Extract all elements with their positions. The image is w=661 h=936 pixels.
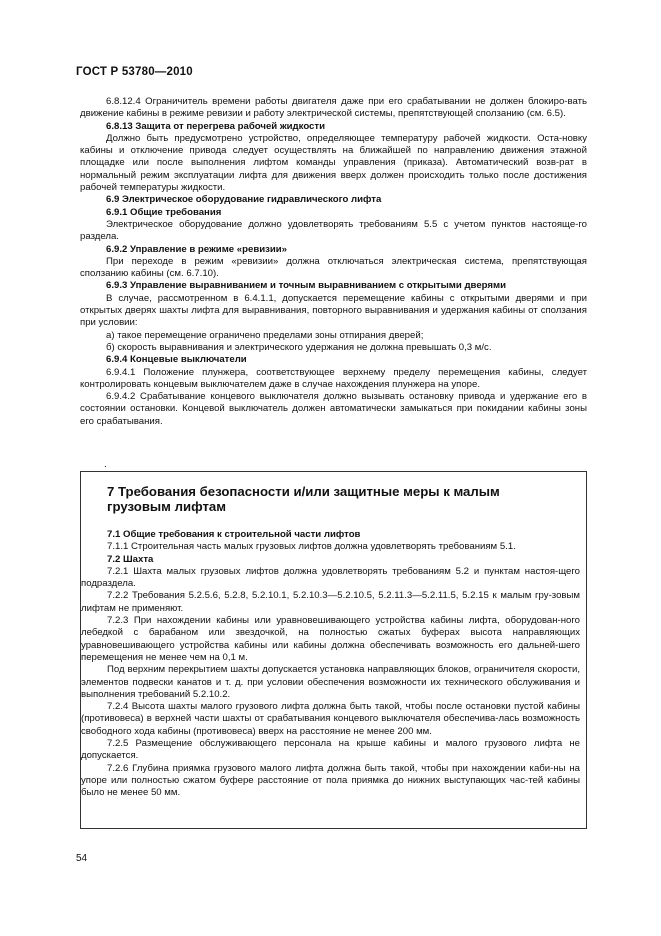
section-7-body	[81, 529, 586, 800]
paragraph: 7.2.3 При нахождении кабины или уравновешивающего устройства кабины лифта, оборудован-ного лебедкой с барабаном или звездочкой, на полностью сжатых буферах высота направляющих уравновешивающего устройства кабины или кабины должна обеспечивать возможность его дальней-шего перемещения не менее чем на 0,1 м.	[81, 615, 580, 663]
paragraph: В случае, рассмотренном в 6.4.1.1, допускается перемещение кабины с открытыми дверями и при открытых дверях шахты лифта для выравнивания, повторного выравнивания и удержания кабины от сползания при условии:	[80, 292, 587, 329]
subsection-heading: 7.1 Общие требования к строительной части лифтов	[107, 529, 361, 540]
subsection-heading: 6.8.13 Защита от перегрева рабочей жидкости	[106, 120, 325, 132]
page-number: 54	[76, 853, 88, 864]
paragraph: 7.2.5 Размещение обслуживающего персонала на крыше кабины и малого грузового лифта не допускается.	[81, 738, 580, 762]
paragraph: Должно быть предусмотрено устройство, определяющее температуру рабочей жидкости. Оста-новку кабины и отключение привода следует осуществлять на ближайшей по направлению движения этажной площадке или после выполнения лифтом команды управления (приказа). Автоматический возв-рат в нормальный режим эксплуатации лифта для движения вверх должен происходить только после достижения рабочей температуры жидкости.	[80, 132, 587, 194]
section-7-title	[81, 484, 586, 514]
subsection-heading: 6.9.2 Управление в режиме «ревизии»	[106, 243, 288, 255]
paragraph: 7.2.4 Высота шахты малого грузового лифта должна быть такой, чтобы после остановки пустой кабины (противовеса) в верхней части шахты от срабатывания концевого выключателя обеспечива-лась возможность свободного хода кабины (противовеса) вверх на расстояние не менее 200 мм.	[81, 701, 580, 737]
section-7-title-line-2: грузовым лифтам	[107, 499, 227, 514]
paragraph: Под верхним перекрытием шахты допускается установка направляющих блоков, ограничителя скорости, элементов подвески канатов и т. д. при условии обеспечения возможности их технического обслуживания и выполнения требований 5.2.10.2.	[81, 664, 580, 700]
section-heading: 6.9 Электрическое оборудование гидравлического лифта	[106, 194, 382, 206]
paragraph: При переходе в режим «ревизии» должна отключаться электрическая система, препятствующая сползанию кабины (см. 6.7.10).	[80, 255, 587, 280]
list-item: а) такое перемещение ограничено пределами зоны отпирания дверей;	[106, 329, 424, 341]
paragraph: 6.8.12.4 Ограничитель времени работы двигателя даже при его срабатывании не должен блокиро-вать движение кабины в режиме ревизии и работу электрической системы, препятствующей сползанию (см. 6.5).	[80, 96, 587, 120]
paragraph: 6.9.4.2 Срабатывание концевого выключателя должно вызывать остановку привода и удержание его в состоянии остановки. Концевой выключатель должен автоматически замыкаться при покидании кабины зоны его срабатывания.	[80, 391, 587, 427]
page-header-doc-id: ГОСТ Р 53780—2010	[76, 66, 193, 78]
subsection-heading: 6.9.3 Управление выравниванием и точным выравниванием с открытыми дверями	[106, 280, 506, 292]
section-7-frame	[80, 471, 587, 829]
paragraph: 7.2.2 Требования 5.2.5.6, 5.2.8, 5.2.10.1, 5.2.10.3—5.2.10.5, 5.2.11.3—5.2.11.5, 5.2.15 к малым гру-зовым лифтам не применяют.	[81, 590, 580, 614]
paragraph: 7.2.6 Глубина приямка грузового малого лифта должна быть такой, чтобы при нахождении каби-ны на упоре или полностью сжатом буфере расстояние от пола приямка до нижних выступающих час-тей кабины было не менее 50 мм.	[81, 762, 580, 799]
subsection-heading: 6.9.4 Концевые выключатели	[106, 354, 247, 366]
dot-mark: .	[104, 459, 107, 470]
subsection-heading: 6.9.1 Общие требования	[106, 206, 222, 218]
upper-text-block	[80, 96, 587, 428]
paragraph: 7.2.1 Шахта малых грузовых лифтов должна удовлетворять требованиям 5.2 и пунктам настоя-щего подраздела.	[81, 565, 580, 590]
subsection-heading: 7.2 Шахта	[107, 553, 154, 565]
paragraph: 6.9.4.1 Положение плунжера, соответствующее верхнему пределу перемещения кабины, следует контролировать концевым выключателем даже в случае нахождения плунжера на упоре.	[80, 366, 587, 390]
section-7-title-line-1: 7 Требования безопасности и/или защитные меры к малым	[107, 484, 500, 499]
paragraph: 7.1.1 Строительная часть малых грузовых лифтов должна удовлетворять требованиям 5.1.	[107, 541, 516, 553]
paragraph: Электрическое оборудование должно удовлетворять требованиям 5.5 с учетом пунктов настояще-го раздела.	[80, 218, 587, 243]
list-item: б) скорость выравнивания и электрического удержания не должна превышать 0,3 м/с.	[106, 341, 492, 353]
